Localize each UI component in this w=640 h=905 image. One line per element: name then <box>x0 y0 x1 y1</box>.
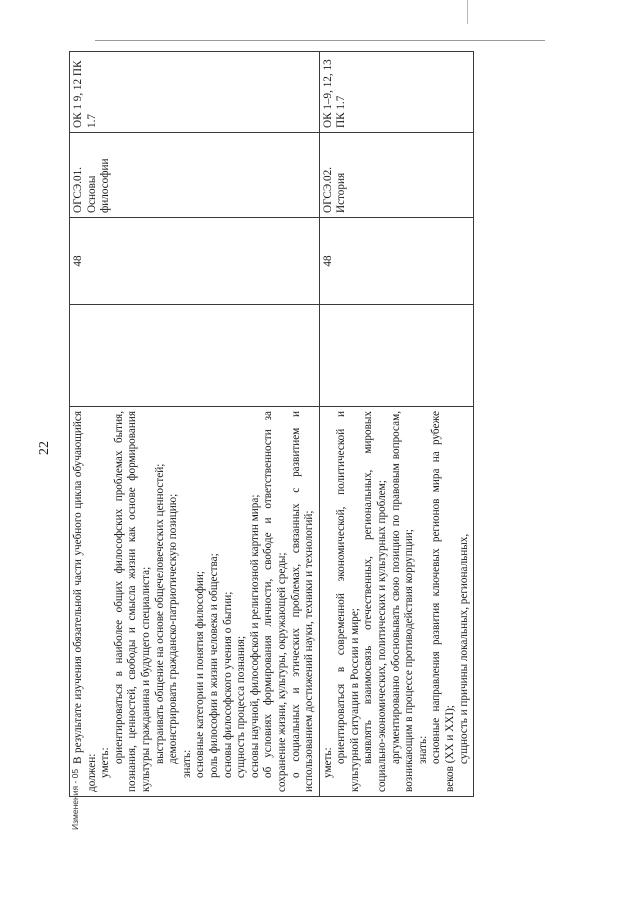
outcome-paragraph: ориентироваться в наиболее общих философских проблемах бытия, познания, ценностей, свободы и смысла жизни как основе формирования культуры гражданина и будущего специалиста; <box>112 411 152 792</box>
page-top-line <box>95 40 545 41</box>
scan-mark <box>467 0 468 24</box>
outcome-paragraph: основы философского учения о бытии; <box>221 591 234 778</box>
table-row <box>319 52 474 797</box>
cell-hours: 48 <box>319 218 474 305</box>
outcome-paragraph: о социальных и этических проблемах, связанных с развитием и использованием достижений науки, техники и технологий; <box>289 411 316 792</box>
footer-revision: Изменения - 05 <box>70 768 80 830</box>
cell-hours: 48 <box>70 218 320 305</box>
page-number: 22 <box>37 441 52 455</box>
outcome-paragraph: знать: <box>180 749 193 778</box>
cell-competencies: ОК 1 9, 12 ПК 1.7 <box>70 52 320 133</box>
outcome-paragraph: основные направления развития ключевых регионов мира на рубеже веков (XX и XXI); <box>430 411 457 792</box>
outcome-paragraph: В результате изучения обязательной части учебного цикла обучающийся должен: <box>72 411 98 792</box>
outcome-paragraph: аргументированно обосновывать свою позицию по правовым вопросам, возникающим в процессе противодействия коррупции; <box>389 411 416 792</box>
cell-blank <box>319 305 474 407</box>
cell-learning-outcomes <box>70 407 320 797</box>
outcome-paragraph: демонстрировать гражданско-патриотическую позицию; <box>167 493 180 764</box>
outcome-paragraph: уметь: <box>321 747 334 778</box>
outcome-paragraph: уметь: <box>99 747 112 778</box>
curriculum-table <box>69 51 474 797</box>
cell-discipline: ОГСЭ.01. Основы философии <box>70 133 320 218</box>
outcome-paragraph: основы научной, философской и религиозной картин мира; <box>248 494 261 778</box>
outcome-paragraph: знать: <box>416 735 429 764</box>
cell-discipline: ОГСЭ.02. История <box>319 133 474 218</box>
cell-blank <box>70 305 320 407</box>
curriculum-table-rotated <box>69 52 470 797</box>
outcome-paragraph: выявлять взаимосвязь отечественных, региональных, мировых социально-экономических, политических и культурных проблем; <box>362 411 389 792</box>
outcome-paragraph: об условиях формирования личности, свободе и ответственности за сохранение жизни, культуры, окружающей среды; <box>262 411 288 792</box>
cell-learning-outcomes <box>319 407 474 797</box>
outcome-paragraph: ориентироваться в современной экономической, политической и культурной ситуации в России и мире; <box>335 411 361 792</box>
outcome-paragraph: выстраивать общение на основе общечеловеческих ценностей; <box>153 463 166 764</box>
cell-competencies: ОК 1–9, 12, 13 ПК 1.7 <box>319 52 474 133</box>
outcome-paragraph: сущность и причины локальных, региональных, <box>457 533 470 764</box>
table-row <box>70 52 320 797</box>
outcome-paragraph: роль философии в жизни человека и общества; <box>207 553 220 778</box>
outcome-paragraph: сущность процесса познания; <box>235 635 248 778</box>
outcome-paragraph: основные категории и понятия философии; <box>194 571 207 778</box>
